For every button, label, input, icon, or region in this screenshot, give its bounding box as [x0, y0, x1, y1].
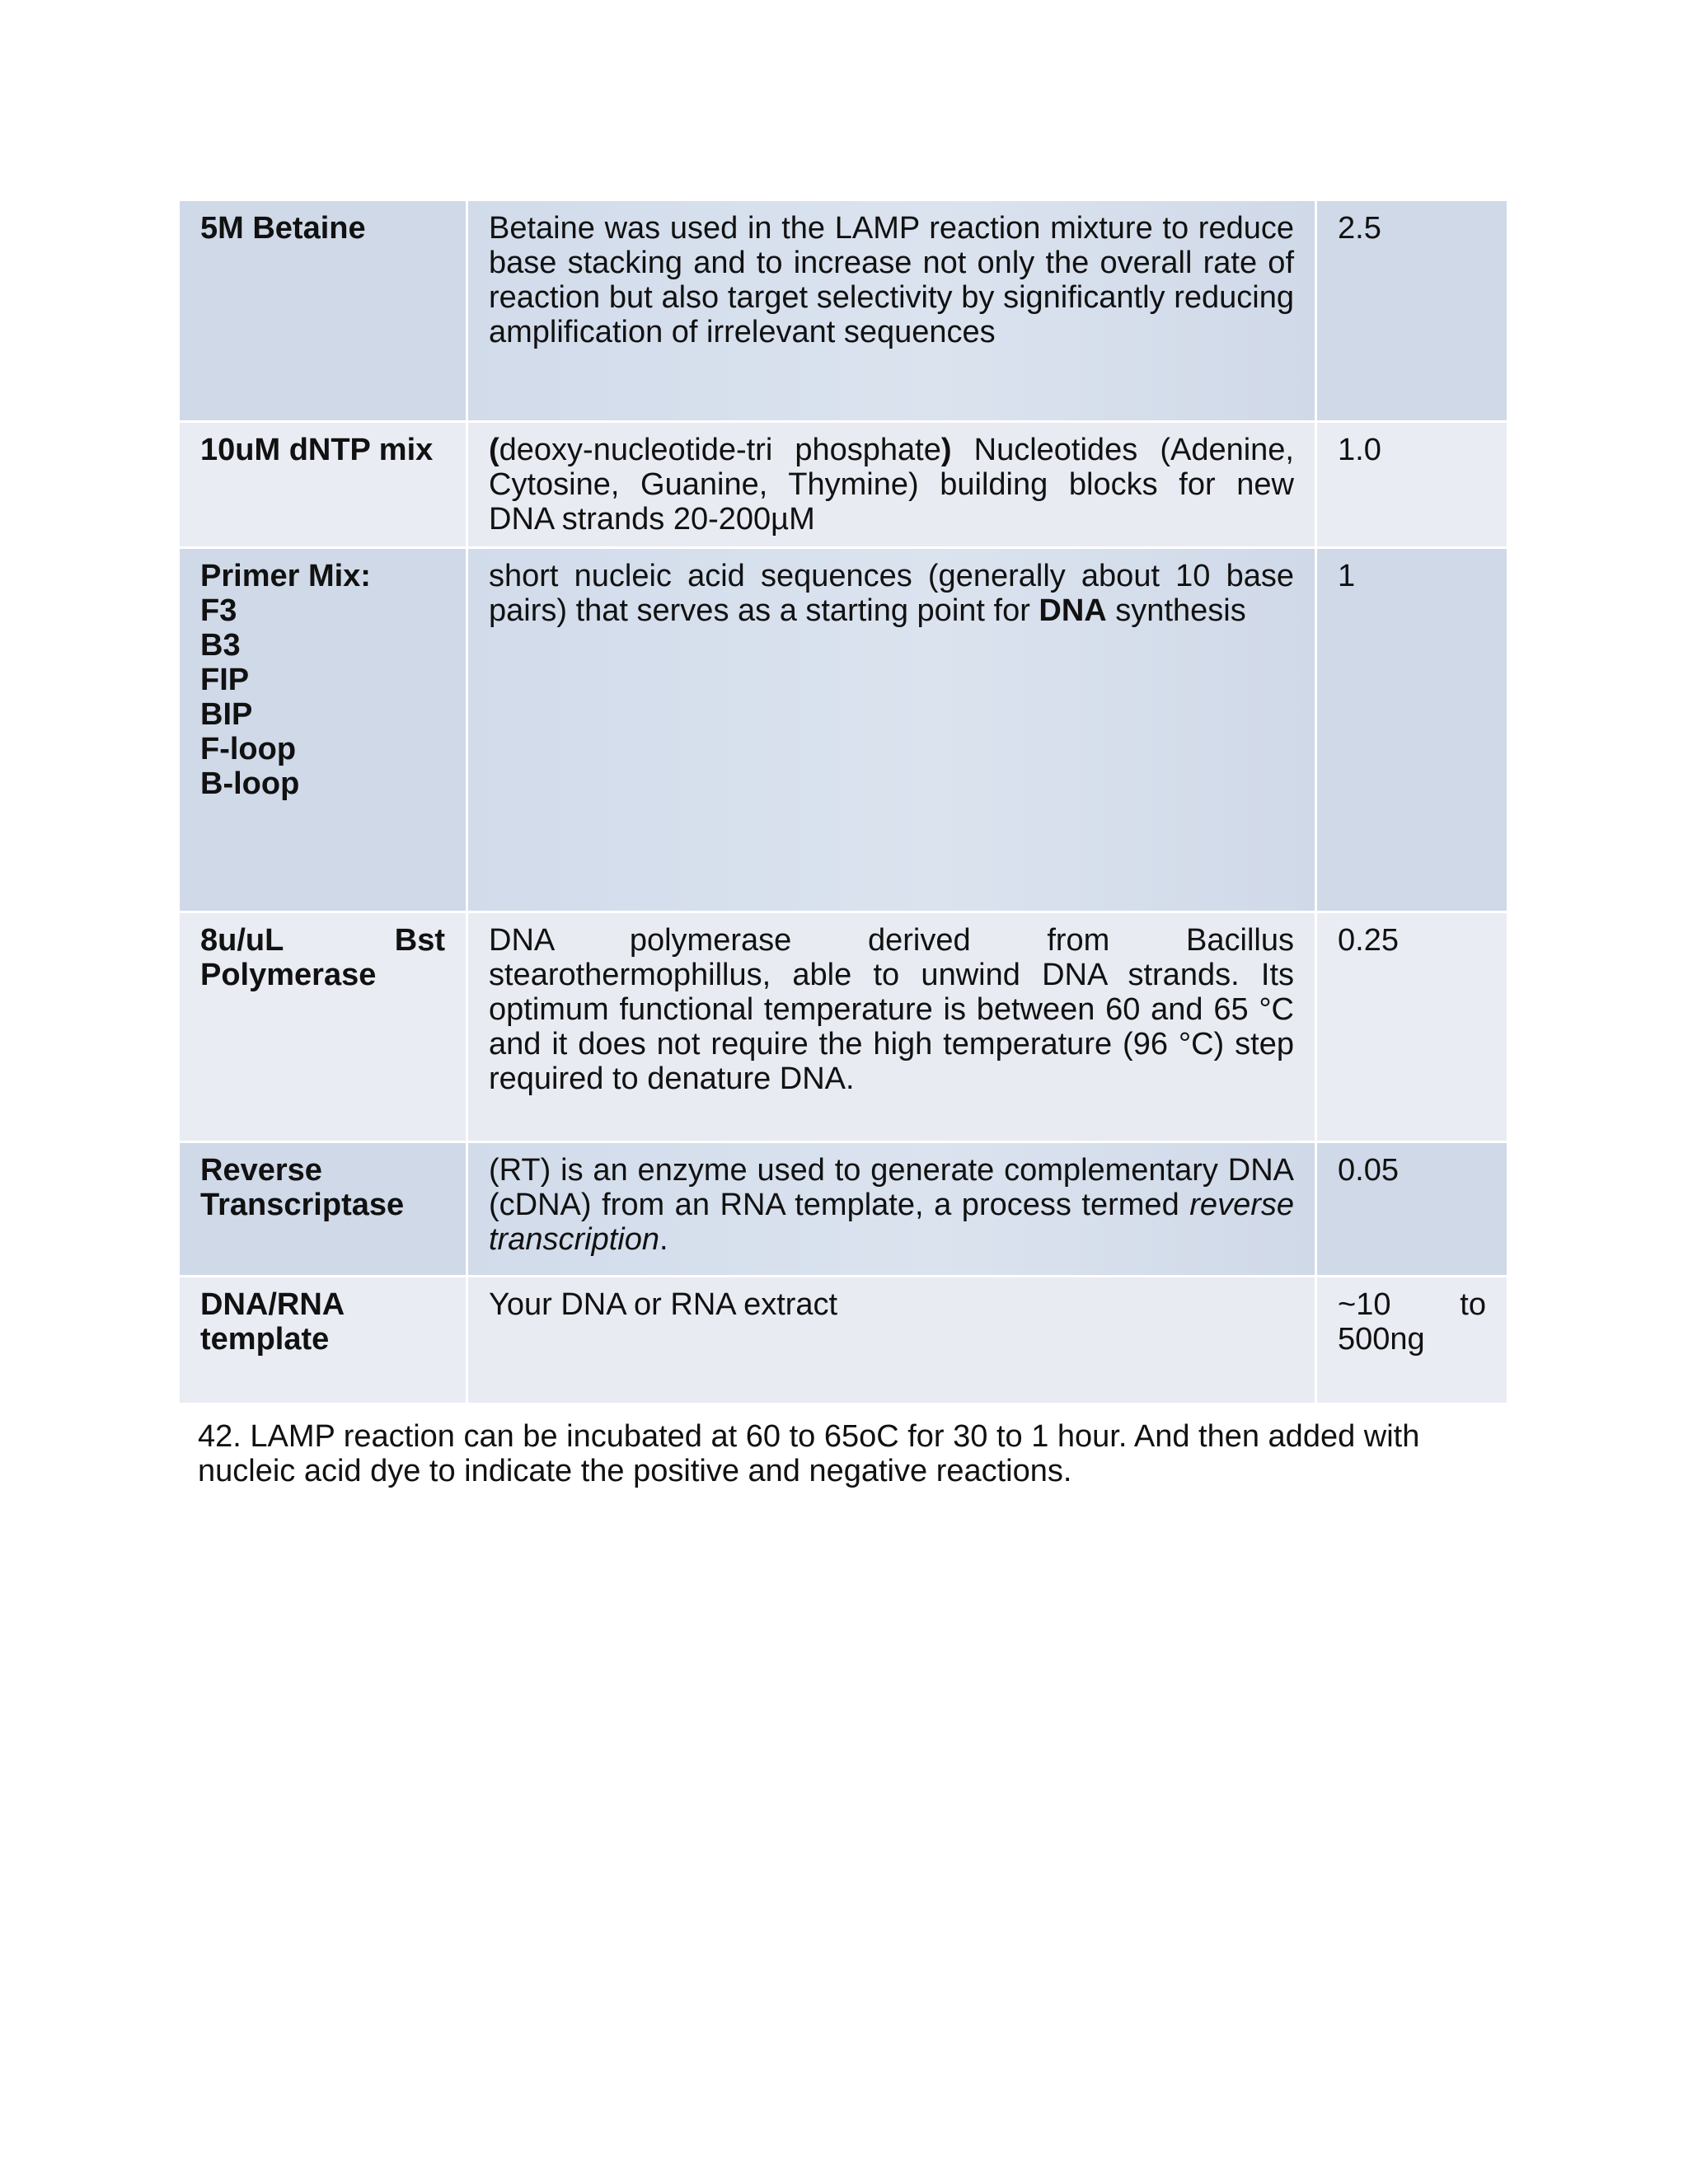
reagent-name-line: Polymerase: [200, 958, 377, 992]
table-row: [179, 1277, 1508, 1404]
reagent-name-line: Reverse: [200, 1153, 322, 1188]
reagent-amount: 0.25: [1316, 912, 1508, 1142]
reagent-name-line: DNA/RNA: [200, 1287, 345, 1322]
description-text: Nucleotides (Adenine, Cytosine, Guanine, Thymine) building blocks for new DNA strands 20-200µM: [489, 433, 1294, 537]
description-bold-text: DNA: [1039, 593, 1107, 628]
table-row: [179, 548, 1508, 912]
amount-part: to: [1460, 1287, 1486, 1322]
reagent-name: 10uM dNTP mix: [179, 422, 467, 548]
description-text: synthesis: [1106, 593, 1246, 628]
reagent-name-line: F-loop: [200, 732, 297, 766]
table-row: [179, 912, 1508, 1142]
reagent-name-line: B-loop: [200, 766, 300, 801]
protocol-step-note: 42. LAMP reaction can be incubated at 60 to 65oC for 30 to 1 hour. And then added with nucleic acid dye to indicate the positive and negative reactions.: [198, 1419, 1420, 1488]
table-row: [179, 1142, 1508, 1277]
reagent-name: 5M Betaine: [179, 200, 467, 422]
amount-line: 500ng: [1338, 1322, 1425, 1357]
reagent-name-line: F3: [200, 593, 237, 628]
description-text: .: [659, 1222, 668, 1257]
amount-part: ~10: [1338, 1287, 1391, 1322]
reagent-amount: 2.5: [1316, 200, 1508, 422]
description-text: (RT) is an enzyme used to generate complementary DNA (cDNA) from an RNA template, a process termed: [489, 1153, 1294, 1222]
reagent-description: [467, 422, 1316, 548]
reagent-name-line: [200, 923, 445, 958]
description-text: deoxy-nucleotide-tri phosphate: [499, 433, 941, 467]
reagent-description: Your DNA or RNA extract: [467, 1277, 1316, 1404]
reagent-description: DNA polymerase derived from Bacillus stearothermophillus, able to unwind DNA strands. Its optimum functional temperature is between 60 and 65 °C and it does not require the high temperature (96 °C) step required to denature DNA.: [467, 912, 1316, 1142]
reagent-name: [179, 548, 467, 912]
description-bold-text: ): [940, 433, 952, 467]
reagent-amount: 1: [1316, 548, 1508, 912]
reagent-description: [467, 1142, 1316, 1277]
table-row: [179, 422, 1508, 548]
reagent-amount: [1316, 1277, 1508, 1404]
reagent-name: [179, 1277, 467, 1404]
reagent-name-line: FIP: [200, 663, 250, 697]
reagent-name-part: 8u/uL: [200, 923, 284, 958]
reagent-name: [179, 1142, 467, 1277]
reagent-name-line: B3: [200, 628, 241, 663]
reagent-name-line: Primer Mix:: [200, 559, 371, 593]
amount-line: [1338, 1287, 1486, 1322]
reagent-amount: 0.05: [1316, 1142, 1508, 1277]
reagent-name-line: Transcriptase: [200, 1188, 405, 1222]
table-row: [179, 200, 1508, 422]
reagent-name-line: BIP: [200, 697, 253, 732]
description-bold-text: (: [489, 433, 499, 467]
description-text: short nucleic acid sequences (generally about 10 base pairs) that serves as a starting point for: [489, 559, 1294, 628]
reagent-amount: 1.0: [1316, 422, 1508, 548]
description-italic-text: reverse transcription: [489, 1188, 1294, 1257]
reagent-description: [467, 548, 1316, 912]
reagent-name-part: Bst: [394, 923, 445, 958]
reagent-name-line: template: [200, 1322, 330, 1357]
reagents-table: [177, 199, 1509, 1405]
reagent-description: Betaine was used in the LAMP reaction mixture to reduce base stacking and to increase not only the overall rate of reaction but also target selectivity by significantly reducing amplification of irrelevant sequences: [467, 200, 1316, 422]
reagent-name: [179, 912, 467, 1142]
